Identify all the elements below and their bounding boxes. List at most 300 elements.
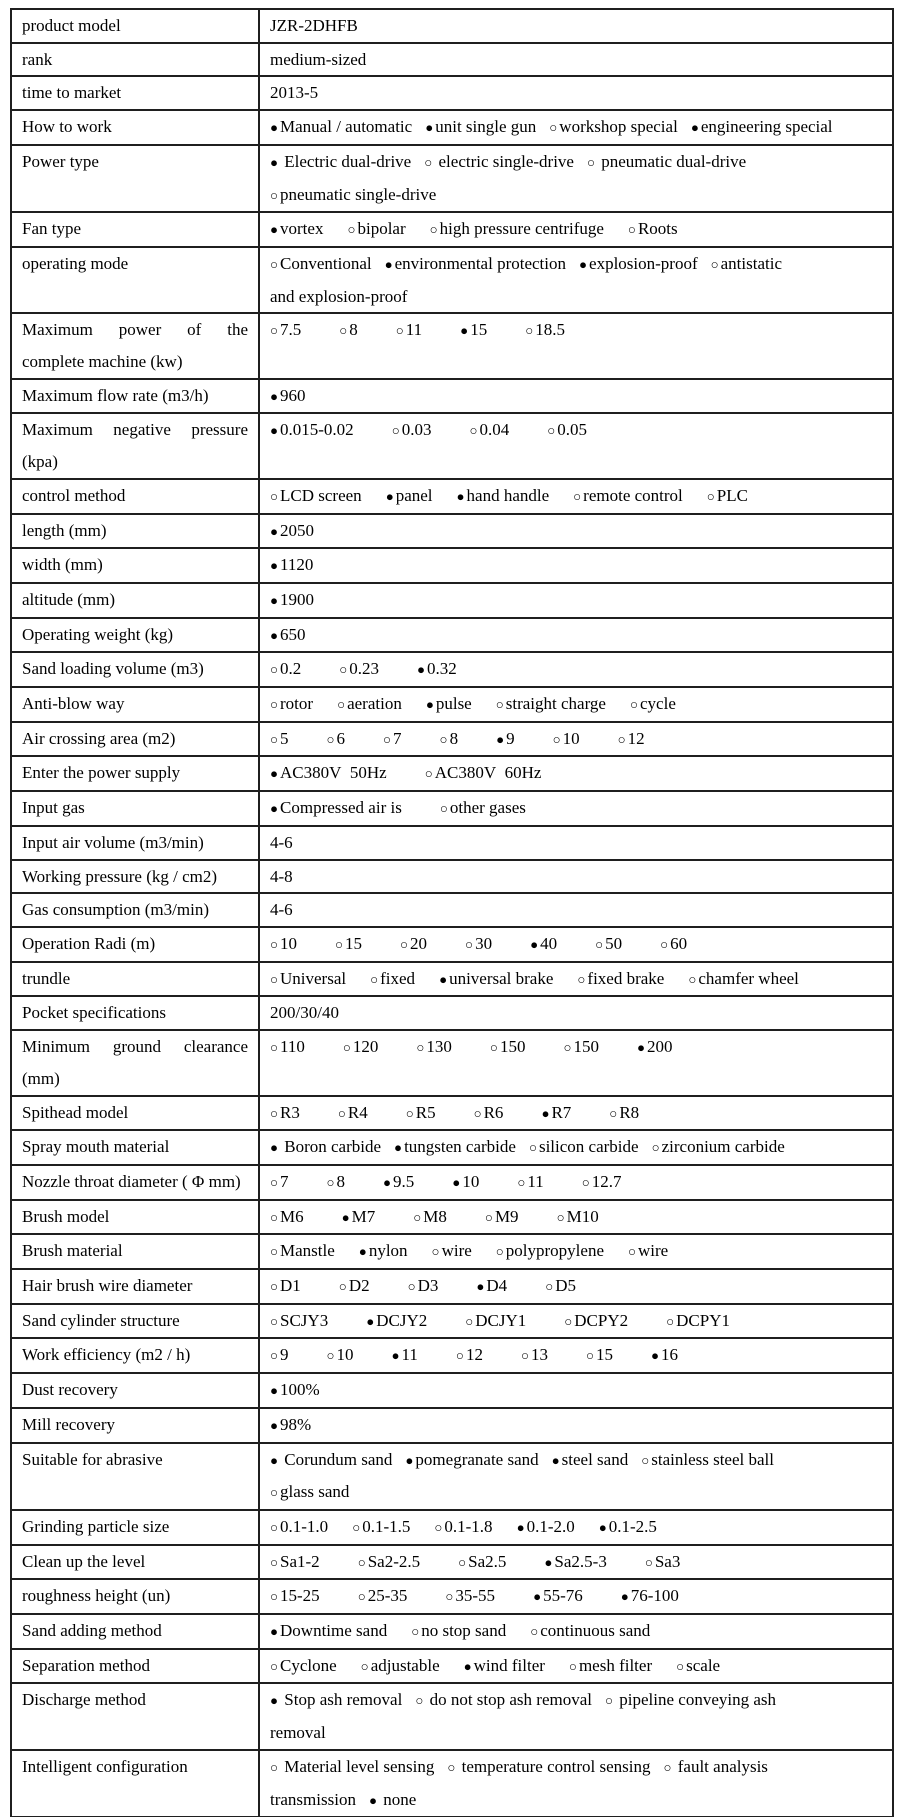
row-value	[259, 1443, 893, 1510]
option-line	[270, 1097, 882, 1130]
option-line	[270, 963, 882, 996]
option: ○ 7	[383, 728, 402, 748]
row-value	[259, 479, 893, 514]
option: ○ 110	[270, 1037, 305, 1057]
row-label: Operation Radi (m)	[11, 927, 259, 962]
option-line	[270, 1235, 882, 1268]
row-label: Fan type	[11, 212, 259, 247]
radio-unselected-icon: ○	[706, 488, 715, 504]
radio-unselected-icon: ○	[270, 971, 279, 987]
radio-unselected-icon: ○	[270, 1348, 279, 1364]
radio-selected-icon: ●	[270, 523, 279, 539]
option-line	[270, 792, 882, 825]
radio-unselected-icon: ○	[495, 1244, 504, 1260]
table-row	[11, 996, 893, 1030]
table-row	[11, 652, 893, 687]
option-line	[270, 1270, 882, 1303]
radio-selected-icon: ●	[270, 801, 279, 817]
option: ○ pipeline conveying ash	[605, 1690, 777, 1710]
radio-selected-icon: ●	[384, 256, 393, 272]
option: ○ R6	[473, 1102, 504, 1122]
radio-unselected-icon: ○	[666, 1313, 675, 1329]
radio-unselected-icon: ○	[489, 1040, 498, 1056]
table-row	[11, 1510, 893, 1545]
radio-selected-icon: ●	[383, 1174, 392, 1190]
radio-unselected-icon: ○	[270, 256, 279, 272]
row-value	[259, 1130, 893, 1165]
radio-unselected-icon: ○	[595, 936, 604, 952]
radio-selected-icon: ●	[405, 1452, 414, 1468]
radio-unselected-icon: ○	[357, 1589, 366, 1605]
row-value	[259, 1234, 893, 1269]
option: ○ polypropylene	[495, 1241, 604, 1261]
option: ● Manual / automatic	[270, 117, 413, 137]
option: ○ M10	[556, 1206, 599, 1226]
option: ○ other gases	[439, 798, 526, 818]
option: ○ Sa1-2	[270, 1551, 320, 1571]
table-row	[11, 1373, 893, 1408]
radio-unselected-icon: ○	[337, 697, 346, 713]
option: ○ 0.04	[469, 420, 510, 440]
option-line	[270, 515, 882, 548]
radio-unselected-icon: ○	[520, 1348, 529, 1364]
row-label: Clean up the level	[11, 1545, 259, 1580]
value-text: medium-sized	[270, 49, 367, 69]
option-line	[270, 584, 882, 617]
radio-unselected-icon: ○	[447, 1759, 456, 1775]
option: ○ LCD screen	[270, 485, 362, 505]
row-label: operating mode	[11, 247, 259, 313]
radio-unselected-icon: ○	[270, 1244, 279, 1260]
radio-unselected-icon: ○	[270, 187, 279, 203]
radio-unselected-icon: ○	[525, 323, 534, 339]
option: ○ pneumatic dual-drive	[586, 151, 747, 171]
option: ○ stainless steel ball	[641, 1449, 774, 1469]
option: ● 55-76	[533, 1586, 583, 1606]
radio-unselected-icon: ○	[660, 936, 669, 952]
radio-unselected-icon: ○	[391, 423, 400, 439]
option: ○ 6	[326, 728, 346, 748]
option: ○ 150	[489, 1037, 526, 1057]
option: ● panel	[385, 485, 433, 505]
radio-unselected-icon: ○	[270, 1589, 279, 1605]
radio-selected-icon: ●	[463, 1658, 472, 1674]
option: ○ 5	[270, 728, 289, 748]
radio-unselected-icon: ○	[270, 662, 279, 678]
row-value	[259, 652, 893, 687]
option-line	[270, 1201, 882, 1234]
radio-unselected-icon: ○	[270, 1554, 279, 1570]
option: ● nylon	[358, 1241, 408, 1261]
spec-table	[10, 8, 894, 1817]
row-value	[259, 212, 893, 247]
radio-unselected-icon: ○	[644, 1554, 653, 1570]
radio-selected-icon: ●	[544, 1554, 553, 1570]
radio-unselected-icon: ○	[326, 731, 335, 747]
option: ○ 9	[270, 1345, 289, 1365]
row-label: trundle	[11, 962, 259, 997]
radio-unselected-icon: ○	[357, 1554, 366, 1570]
radio-unselected-icon: ○	[563, 1040, 572, 1056]
option: ○ 7.5	[270, 320, 302, 340]
option: ○ Roots	[627, 219, 678, 239]
table-row	[11, 618, 893, 653]
row-label: Working pressure (kg / cm2)	[11, 860, 259, 894]
radio-selected-icon: ●	[456, 488, 465, 504]
option: ○ wire	[431, 1241, 472, 1261]
radio-unselected-icon: ○	[270, 1519, 279, 1535]
row-label: altitude (mm)	[11, 583, 259, 618]
radio-unselected-icon: ○	[270, 488, 279, 504]
row-label: Sand loading volume (m3)	[11, 652, 259, 687]
row-value	[259, 860, 893, 894]
table-row	[11, 43, 893, 77]
radio-unselected-icon: ○	[547, 423, 556, 439]
row-label: Mill recovery	[11, 1408, 259, 1443]
option-line	[270, 549, 882, 582]
table-row	[11, 893, 893, 927]
option: ● 76-100	[620, 1586, 679, 1606]
radio-unselected-icon: ○	[586, 154, 595, 170]
table-row	[11, 145, 893, 212]
option: ○ chamfer wheel	[688, 968, 799, 988]
row-value	[259, 1683, 893, 1749]
option: ○ silicon carbide	[528, 1137, 639, 1157]
radio-unselected-icon: ○	[528, 1140, 537, 1156]
row-label: Anti-blow way	[11, 687, 259, 722]
option: ○ 0.05	[547, 420, 587, 440]
table-row	[11, 927, 893, 962]
option-line	[270, 213, 882, 246]
option: ○ 15	[335, 933, 363, 953]
row-label: Pocket specifications	[11, 996, 259, 1030]
option-line	[270, 619, 882, 652]
radio-selected-icon: ●	[690, 120, 699, 136]
option: ● 0.015-0.02	[270, 420, 354, 440]
radio-unselected-icon: ○	[352, 1519, 361, 1535]
row-label: Power type	[11, 145, 259, 212]
row-value	[259, 413, 893, 478]
option: ○ DCJY1	[465, 1310, 527, 1330]
radio-unselected-icon: ○	[585, 1348, 594, 1364]
option: ○ M8	[413, 1206, 447, 1226]
option: ● 1900	[270, 589, 315, 609]
table-row	[11, 756, 893, 791]
table-row	[11, 1338, 893, 1373]
radio-unselected-icon: ○	[424, 766, 433, 782]
radio-unselected-icon: ○	[326, 1174, 335, 1190]
option: ○ mesh filter	[568, 1655, 653, 1675]
option: ○ 35-55	[445, 1586, 496, 1606]
option: ○ 0.23	[339, 659, 380, 679]
option-line	[270, 1166, 882, 1199]
option: ● environmental protection	[384, 253, 567, 273]
row-label: Hair brush wire diameter	[11, 1269, 259, 1304]
row-label: Dust recovery	[11, 1373, 259, 1408]
radio-unselected-icon: ○	[383, 731, 392, 747]
option: ○ D3	[407, 1276, 439, 1296]
radio-unselected-icon: ○	[641, 1452, 650, 1468]
option: ○ rotor	[270, 694, 314, 714]
option: ○ Sa2.5	[458, 1551, 507, 1571]
option-line	[270, 1374, 882, 1407]
row-label: Maximum power of the complete machine (kw)	[11, 313, 259, 378]
radio-unselected-icon: ○	[326, 1348, 335, 1364]
option: ○ 0.03	[391, 420, 432, 440]
option: ○ wire	[628, 1241, 669, 1261]
row-label: rank	[11, 43, 259, 77]
option: ○ 18.5	[525, 320, 565, 340]
radio-unselected-icon: ○	[617, 731, 626, 747]
option-line	[270, 1511, 882, 1544]
radio-selected-icon: ●	[270, 1693, 279, 1709]
row-value	[259, 1096, 893, 1131]
table-row	[11, 313, 893, 378]
option-line	[270, 414, 882, 447]
row-value	[259, 379, 893, 414]
table-row	[11, 826, 893, 860]
radio-unselected-icon: ○	[530, 1624, 539, 1640]
option: ● engineering special	[690, 117, 833, 137]
radio-unselected-icon: ○	[270, 323, 279, 339]
option: ● 2050	[270, 520, 315, 540]
option: ● 200	[636, 1037, 673, 1057]
option: ● Downtime sand	[270, 1621, 388, 1641]
option: ○ 30	[465, 933, 493, 953]
option-line	[270, 1684, 882, 1717]
option-line	[270, 1580, 882, 1613]
option-line	[270, 1717, 882, 1749]
radio-selected-icon: ●	[541, 1105, 550, 1121]
row-value	[259, 514, 893, 549]
row-value	[259, 893, 893, 927]
option: ○ 50	[595, 933, 623, 953]
radio-selected-icon: ●	[270, 1140, 279, 1156]
option: ○ 150	[563, 1037, 599, 1057]
option: ○ fixed brake	[577, 968, 665, 988]
option: ○ R5	[405, 1102, 436, 1122]
radio-selected-icon: ●	[270, 154, 279, 170]
option: ● 960	[270, 385, 306, 405]
table-row	[11, 9, 893, 43]
row-value	[259, 1750, 893, 1817]
option: ○ antistatic	[710, 253, 783, 273]
option: ● vortex	[270, 219, 324, 239]
radio-selected-icon: ●	[270, 592, 279, 608]
option: ● 100%	[270, 1380, 320, 1400]
table-row	[11, 1234, 893, 1269]
option-line	[270, 1784, 882, 1817]
option: ● Corundum sand	[270, 1449, 393, 1469]
row-value	[259, 996, 893, 1030]
option: ● unit single gun	[425, 117, 537, 137]
option: ○ 130	[416, 1037, 452, 1057]
option: ○ Material level sensing	[270, 1756, 435, 1776]
radio-unselected-icon: ○	[416, 1040, 425, 1056]
radio-selected-icon: ●	[270, 423, 279, 439]
option: ● D4	[476, 1276, 508, 1296]
radio-unselected-icon: ○	[413, 1209, 422, 1225]
radio-selected-icon: ●	[270, 222, 279, 238]
option: ● DCJY2	[366, 1310, 428, 1330]
radio-selected-icon: ●	[394, 1140, 403, 1156]
radio-unselected-icon: ○	[568, 1658, 577, 1674]
option: ○ 8	[439, 728, 459, 748]
row-label: Discharge method	[11, 1683, 259, 1749]
option: ● 9	[496, 728, 515, 748]
option: ● wind filter	[463, 1655, 545, 1675]
row-value	[259, 1545, 893, 1580]
row-label: Sand cylinder structure	[11, 1304, 259, 1339]
option: ● pulse	[425, 694, 472, 714]
value-text: JZR-2DHFB	[270, 16, 358, 35]
radio-unselected-icon: ○	[270, 697, 279, 713]
option: ○ 12	[617, 728, 645, 748]
option: ● Sa2.5-3	[544, 1551, 607, 1571]
option-line	[270, 1546, 882, 1579]
option-line	[270, 480, 882, 513]
row-value	[259, 548, 893, 583]
row-value	[259, 1200, 893, 1235]
option: ● M7	[341, 1206, 376, 1226]
value-text: 2013-5	[270, 83, 319, 103]
radio-unselected-icon: ○	[270, 1759, 279, 1775]
radio-unselected-icon: ○	[270, 936, 279, 952]
option: ○ Conventional	[270, 253, 372, 273]
radio-selected-icon: ●	[530, 936, 539, 952]
option: ○ electric single-drive	[424, 151, 574, 171]
radio-unselected-icon: ○	[469, 423, 478, 439]
option-line	[270, 314, 882, 347]
option: ○ DCPY2	[564, 1310, 629, 1330]
table-row	[11, 962, 893, 997]
row-value	[259, 687, 893, 722]
option: ○ D1	[270, 1276, 301, 1296]
radio-unselected-icon: ○	[573, 488, 582, 504]
row-label: Maximum negative pressure (kpa)	[11, 413, 259, 478]
row-value	[259, 1614, 893, 1649]
option-line	[270, 146, 882, 179]
option: ○ 7	[270, 1171, 289, 1191]
option: ○ 8	[326, 1171, 346, 1191]
radio-selected-icon: ●	[391, 1348, 400, 1364]
row-label: Operating weight (kg)	[11, 618, 259, 653]
radio-unselected-icon: ○	[270, 1313, 279, 1329]
radio-unselected-icon: ○	[439, 731, 448, 747]
row-label: Brush material	[11, 1234, 259, 1269]
option: ○ scale	[676, 1655, 721, 1675]
radio-unselected-icon: ○	[424, 154, 433, 170]
radio-selected-icon: ●	[270, 627, 279, 643]
table-row	[11, 1269, 893, 1304]
option: ● none	[368, 1789, 417, 1809]
option-line	[270, 1409, 882, 1442]
row-value	[259, 9, 893, 43]
row-value	[259, 1373, 893, 1408]
option: ○ 60	[660, 933, 688, 953]
radio-unselected-icon: ○	[411, 1624, 420, 1640]
radio-unselected-icon: ○	[458, 1554, 467, 1570]
radio-selected-icon: ●	[620, 1589, 629, 1605]
option: ○ R8	[609, 1102, 640, 1122]
row-value	[259, 1338, 893, 1373]
radio-unselected-icon: ○	[337, 1105, 346, 1121]
option: ○ bipolar	[347, 219, 406, 239]
row-label: Work efficiency (m2 / h)	[11, 1338, 259, 1373]
option: ● Electric dual-drive	[270, 151, 412, 171]
row-value	[259, 722, 893, 757]
table-row	[11, 1304, 893, 1339]
radio-unselected-icon: ○	[431, 1244, 440, 1260]
table-row	[11, 1030, 893, 1095]
row-value	[259, 110, 893, 145]
radio-unselected-icon: ○	[609, 1105, 618, 1121]
row-value	[259, 1030, 893, 1095]
radio-unselected-icon: ○	[415, 1693, 424, 1709]
option: ● hand handle	[456, 485, 550, 505]
row-value	[259, 43, 893, 77]
radio-unselected-icon: ○	[339, 323, 348, 339]
radio-selected-icon: ●	[270, 766, 279, 782]
radio-unselected-icon: ○	[338, 1279, 347, 1295]
option: ● 0.1-2.5	[598, 1516, 657, 1536]
value-text: 200/30/40	[270, 1003, 339, 1023]
radio-unselected-icon: ○	[629, 697, 638, 713]
option-line	[270, 1650, 882, 1683]
option: ○ 13	[520, 1345, 548, 1365]
option: ○ Cyclone	[270, 1655, 337, 1675]
table-row	[11, 1130, 893, 1165]
row-value	[259, 1408, 893, 1443]
row-value	[259, 313, 893, 378]
option: ○ continuous sand	[530, 1621, 651, 1641]
option: ○ M6	[270, 1206, 304, 1226]
table-row	[11, 1750, 893, 1817]
option: ○ 11	[395, 320, 423, 340]
option: ○ Sa3	[644, 1551, 681, 1571]
option: ○ zirconium carbide	[651, 1137, 785, 1157]
row-value	[259, 927, 893, 962]
radio-selected-icon: ●	[650, 1348, 659, 1364]
radio-unselected-icon: ○	[628, 1244, 637, 1260]
row-label: Sand adding method	[11, 1614, 259, 1649]
radio-unselected-icon: ○	[688, 971, 697, 987]
row-label: Air crossing area (m2)	[11, 722, 259, 757]
row-value	[259, 76, 893, 110]
option: ● 11	[391, 1345, 418, 1365]
table-row	[11, 514, 893, 549]
table-row	[11, 1096, 893, 1131]
row-label: Spray mouth material	[11, 1130, 259, 1165]
row-value	[259, 826, 893, 860]
row-value	[259, 618, 893, 653]
option: ○ adjustable	[360, 1655, 440, 1675]
radio-selected-icon: ●	[385, 488, 394, 504]
option: ○ Manstle	[270, 1241, 335, 1261]
option: ○ 15	[585, 1345, 613, 1365]
radio-unselected-icon: ○	[270, 1040, 279, 1056]
option: ○ pneumatic single-drive	[270, 184, 437, 204]
radio-selected-icon: ●	[460, 323, 469, 339]
option-line	[270, 653, 882, 686]
row-label: width (mm)	[11, 548, 259, 583]
radio-unselected-icon: ○	[405, 1105, 414, 1121]
radio-unselected-icon: ○	[270, 1174, 279, 1190]
row-value	[259, 145, 893, 212]
row-label: control method	[11, 479, 259, 514]
radio-selected-icon: ●	[341, 1209, 350, 1225]
option-line	[270, 928, 882, 961]
